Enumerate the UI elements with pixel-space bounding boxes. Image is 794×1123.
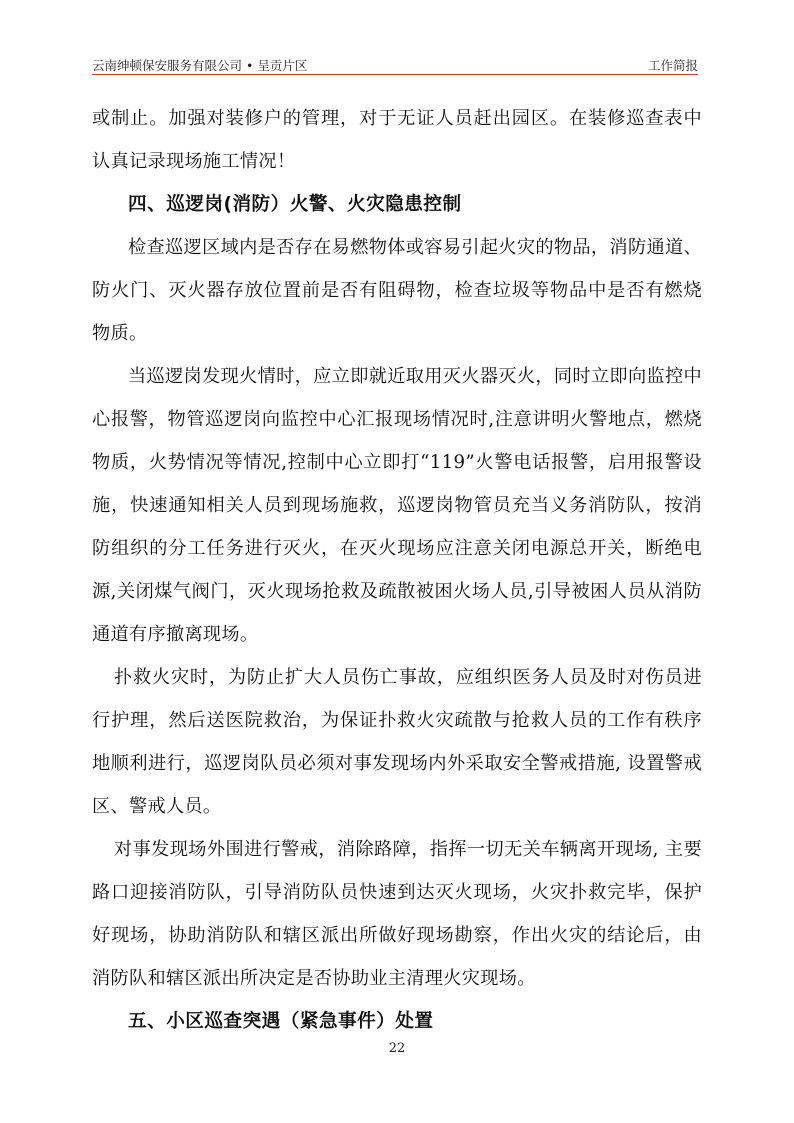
document-type: 工作简报 [647, 58, 698, 73]
company-name: 云南绅顿保安服务有限公司 • 呈贡片区 [92, 58, 308, 73]
page-header [92, 56, 698, 76]
header-divider [92, 74, 698, 75]
paragraph-rescue: 扑救火灾时，为防止扩大人员伤亡事故，应组织医务人员及时对伤员进行护理，然后送医院救治，为保证扑救火灾疏散与抢救人员的工作有秩序地顺利进行，巡逻岗队员必须对事发现场内外采取安全警戒措施, 设置警戒区、警戒人员。 [92, 667, 702, 817]
paragraph-continued: 或制止。加强对装修户的管理，对于无证人员赶出园区。在装修巡查表中认真记录现场施工情况！ [92, 108, 702, 172]
section-heading-4: 四、巡逻岗(消防）火警、火灾隐患控制 [128, 194, 462, 215]
paragraph-fire-response: 当巡逻岗发现火情时，应立即就近取用灭火器灭火，同时立即向监控中心报警，物管巡逻岗向监控中心汇报现场情况时,注意讲明火警地点，燃烧物质，火势情况等情况,控制中心立即打“119”火警电话报警，启用报警设施，快速通知相关人员到现场施救，巡逻岗物管员充当义务消防队，按消防组织的分工任务进行灭火，在灭火现场应注意关闭电源总开关，断绝电源,关闭煤气阀门，灭火现场抢救及疏散被困火场人员,引导被困人员从消防通道有序撤离现场。 [92, 366, 702, 645]
document-body [92, 97, 702, 1043]
page-number: 22 [388, 1041, 406, 1056]
paragraph-perimeter: 对事发现场外围进行警戒，消除路障，指挥一切无关车辆离开现场, 主要路口迎接消防队，引导消防队员快速到达灭火现场，火灾扑救完毕，保护好现场，协助消防队和辖区派出所做好现场勘察，作出火灾的结论后，由消防队和辖区派出所决定是否协助业主清理火灾现场。 [92, 839, 702, 989]
paragraph-inspection: 检查巡逻区域内是否存在易燃物体或容易引起火灾的物品，消防通道、防火门、灭火器存放位置前是否有阻碍物，检查垃圾等物品中是否有燃烧物质。 [92, 237, 702, 344]
section-heading-5: 五、小区巡查突遇（紧急事件）处置 [128, 1011, 434, 1032]
